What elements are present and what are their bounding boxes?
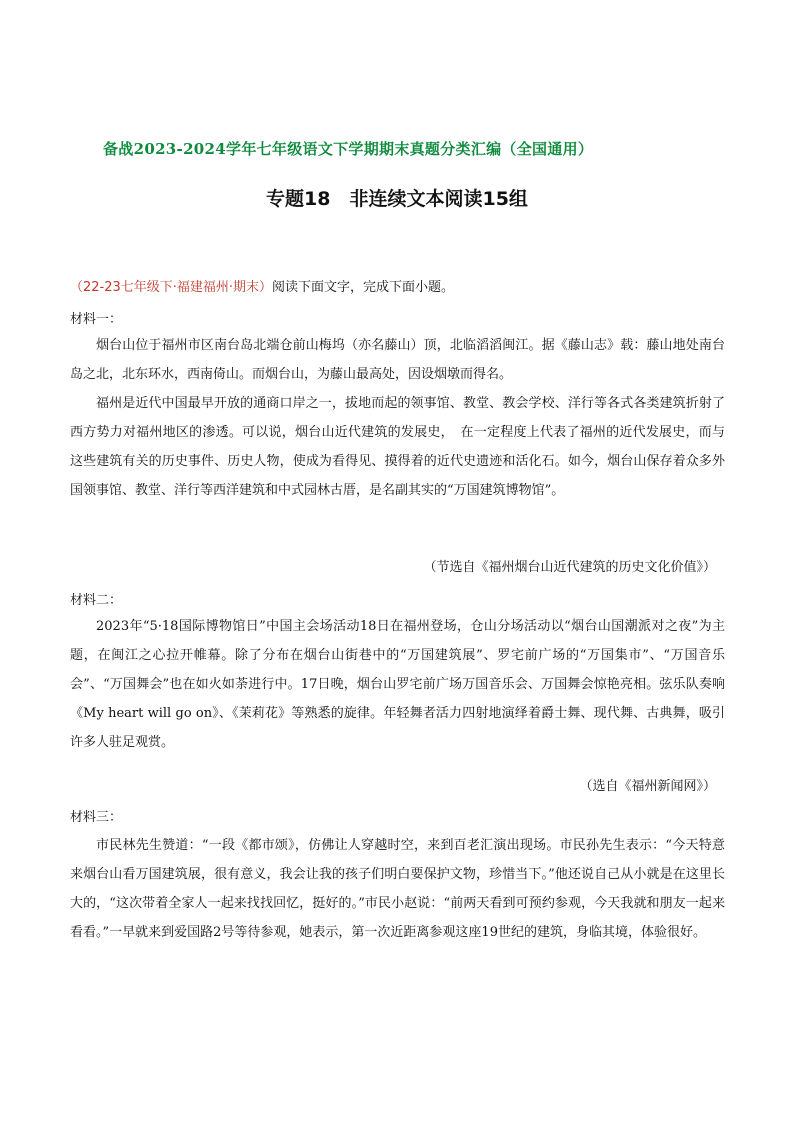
- material3-body: [70, 831, 725, 947]
- paragraph: 福州是近代中国最早开放的通商口岸之一，拔地而起的领事馆、教堂、教会学校、洋行等各式各类建筑折射了西方势力对福州地区的渗透。可以说，烟台山近代建筑的发展史， 在一定程度上代表了福州的近代发展史，而与这些建筑有关的历史事件、历史人物，使成为看得见、摸得着的近代史遗迹和活化石。如今，烟台山保存着众多外国领事馆、教堂、洋行等西洋建筑和中式园林古厝，是名副其实的“万国建筑博物馆”。: [70, 396, 725, 498]
- series-header: 备战2023-2024学年七年级语文下学期期末真题分类汇编（全国通用）: [103, 140, 594, 158]
- material2-citation: （选自《福州新闻网》）: [579, 779, 716, 794]
- material1-body: [70, 331, 725, 505]
- material1-label: 材料一：: [70, 312, 123, 327]
- instruction-text: 阅读下面文字，完成下面小题。: [272, 280, 455, 295]
- material3-label: 材料三：: [70, 810, 123, 825]
- material2-label: 材料二：: [70, 593, 123, 608]
- paragraph: 2023年“5·18国际博物馆日”中国主会场活动18日在福州登场，仓山分场活动以“烟台山国潮派对之夜”为主题，在闽江之心拉开帷幕。除了分布在烟台山街巷中的“万国建筑展”、罗宅前广场的“万国集市”、“万国音乐会”、“万国舞会”也在如火如荼进行中。17日晚，烟台山罗宅前广场万国音乐会、万国舞会惊艳亮相。弦乐队奏响《My heart will go on》、《茉莉花》等熟悉的旋律。年轻舞者活力四射地演绎着爵士舞、现代舞、古典舞，吸引许多人驻足观赏。: [70, 619, 725, 750]
- question-intro: [70, 276, 454, 295]
- material1-citation: （节选自《福州烟台山近代建筑的历史文化价值》）: [423, 560, 716, 575]
- paragraph: 烟台山位于福州市区南台岛北端仓前山梅坞（亦名藤山）顶，北临滔滔闽江。据《藤山志》载：藤山地处南台岛之北，北东环水，西南倚山。而烟台山，为藤山最高处，因设烟墩而得名。: [70, 338, 725, 382]
- paragraph: 市民林先生赞道：“一段《都市颂》，仿佛让人穿越时空，来到百老汇演出现场。市民孙先生表示：“今天特意来烟台山看万国建筑展，很有意义，我会让我的孩子们明白要保护文物，珍惜当下。”他还说自己从小就是在这里长大的，“这次带着全家人一起来找找回忆，挺好的。”市民小赵说：“前两天看到可预约参观，今天我就和朋友一起来看看。”一早就来到爱国路2号等待参观，她表示，第一次近距离参观这座19世纪的建筑，身临其境，体验很好。: [70, 838, 725, 940]
- page-title: 专题18 非连续文本阅读15组: [266, 188, 528, 210]
- exam-source: （22-23七年级下·福建福州·期末）: [70, 280, 273, 295]
- material2-body: [70, 612, 725, 757]
